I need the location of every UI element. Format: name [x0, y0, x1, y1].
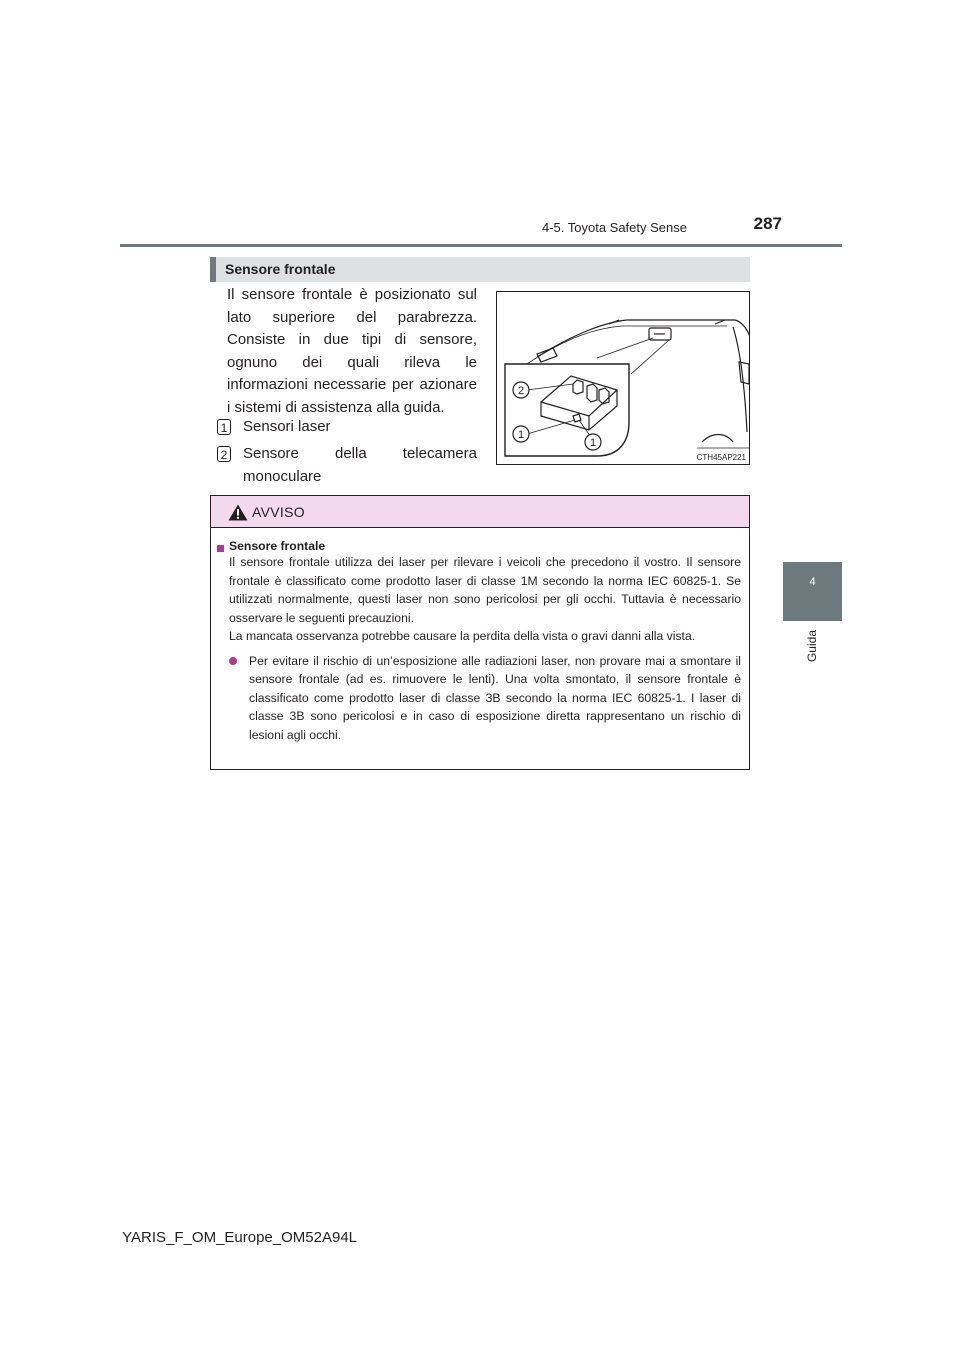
figure-label-1a: 1 [517, 429, 525, 441]
windshield-sensor-illustration [497, 292, 750, 465]
callout-text-2: Sensore della telecamera monoculare [243, 445, 477, 485]
warning-title: AVVISO [252, 504, 305, 520]
sensor-figure [496, 291, 750, 465]
warning-item-text-1: Il sensore frontale utilizza dei laser per rilevare i veicoli che precedono il vostro. Il sensore frontale è classificato come prodotto laser di classe 1M secondo la norma IEC 60825-1. Se utilizzati normalmente, questi laser non sono pericolosi per gli occhi. Tuttavia è necessario osservare le seguenti precauzioni. [229, 555, 741, 625]
section-heading-text: Sensore frontale [225, 261, 336, 277]
warning-bullet-item [217, 652, 741, 745]
warning-item [217, 540, 741, 646]
warning-box [210, 495, 750, 770]
figure-code: CTH45AP221 [696, 453, 746, 462]
warning-item-title: Sensore frontale [229, 539, 326, 553]
warning-item-text-2: La mancata osservanza potrebbe causare la perdita della vista o gravi danni alla vista. [229, 629, 696, 643]
warning-header [211, 496, 749, 528]
chapter-label-container [783, 628, 842, 678]
round-bullet-icon [229, 657, 237, 665]
chapter-name: Guida [805, 630, 819, 663]
square-bullet-icon [217, 545, 224, 552]
header-section-title: 4-5. Toyota Safety Sense [541, 220, 687, 235]
figure-label-1b: 1 [589, 437, 597, 449]
warning-body [217, 540, 741, 744]
page-number: 287 [753, 214, 782, 233]
section-heading [210, 257, 750, 282]
callout-number-1: 1 [217, 419, 231, 435]
figure-label-2: 2 [517, 385, 525, 397]
header-rule [120, 244, 842, 247]
warning-bullet-text: Per evitare il rischio di un’esposizione alle radiazioni laser, non provare mai a smontare il sensore frontale (ad es. rimuovere le lenti). Una volta smontato, il sensore frontale è classificato come prodotto laser di classe 3B secondo la norma IEC 60825-1. I laser di classe 3B sono pericolosi e in caso di esposizione diretta rappresentano un rischio di lesioni agli occhi. [249, 653, 741, 742]
footer-doc-code: YARIS_F_OM_Europe_OM52A94L [122, 1229, 357, 1246]
callout-number-2: 2 [217, 446, 231, 462]
warning-triangle-icon [228, 504, 248, 521]
section-heading-bar [210, 257, 216, 282]
chapter-tab [783, 562, 842, 621]
callout-text-1: Sensori laser [243, 418, 331, 435]
chapter-number: 4 [809, 576, 816, 588]
section-paragraph: Il sensore frontale è posizionato sul lato superiore del parabrezza. Consiste in due tipi di sensore, ognuno dei quali rileva le informazioni necessarie per azionare i sistemi di assistenza alla guida. [227, 286, 477, 416]
